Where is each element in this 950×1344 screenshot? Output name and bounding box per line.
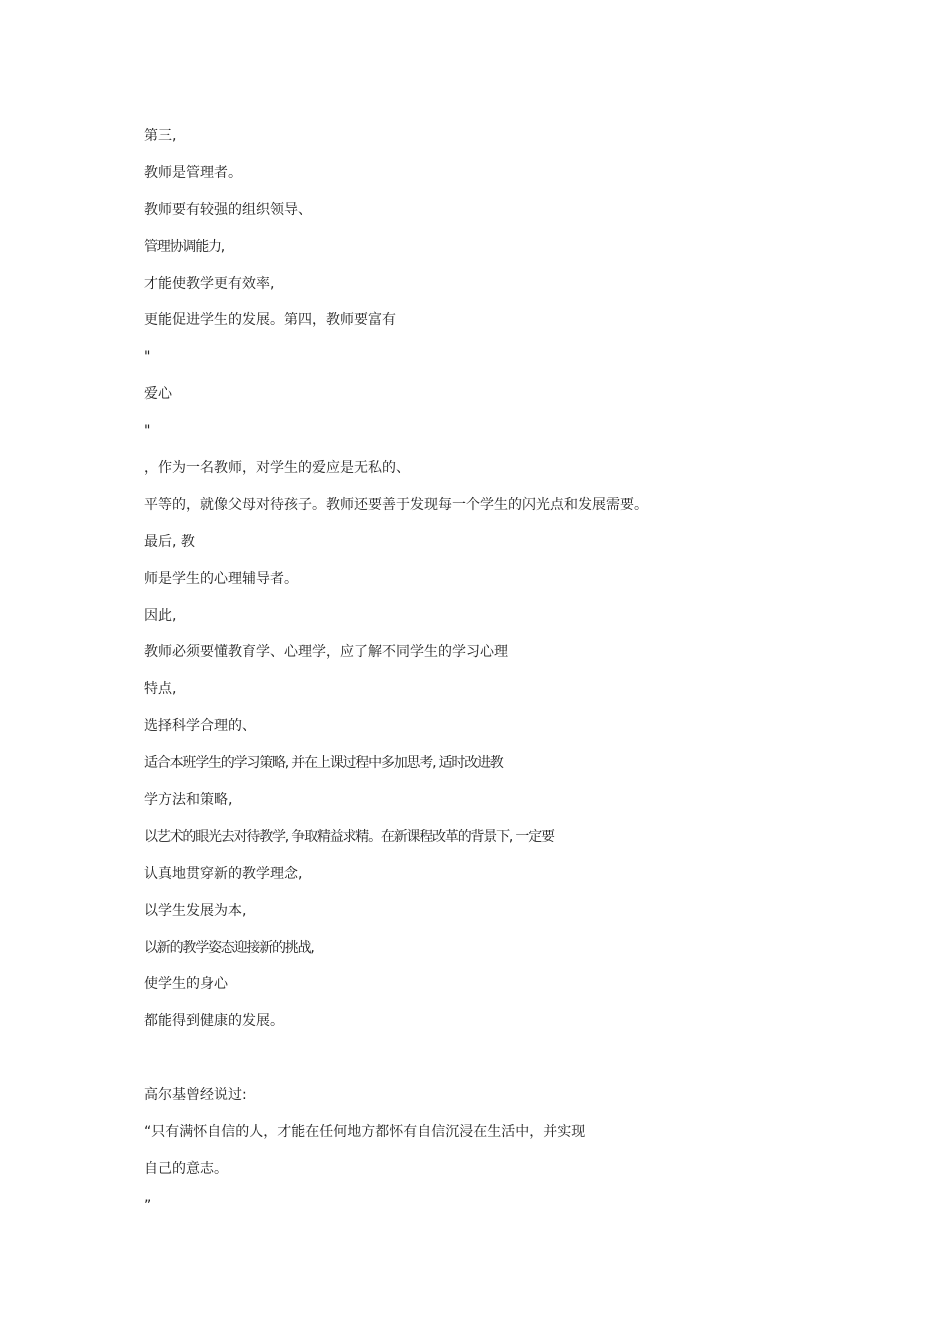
text-line: 因此, [144, 607, 177, 624]
text-line: 平等的，就像父母对待孩子。教师还要善于发现每一个学生的闪光点和发展需要。 [144, 496, 648, 513]
text-line: 才能使教学更有效率, [144, 275, 275, 292]
text-line: 以新的教学姿态迎接新的挑战, [144, 939, 314, 956]
text-line: 教师要有较强的组织领导、 [144, 201, 312, 218]
text-line: 教师必须要懂教育学、心理学，应了解不同学生的学习心理 [144, 644, 508, 661]
text-line: 选择科学合理的、 [144, 718, 256, 735]
text-line: 使学生的身心 [144, 976, 228, 993]
text-line: 学方法和策略, [144, 792, 233, 809]
text-line: 特点, [144, 681, 177, 698]
text-line: 都能得到健康的发展。 [144, 1013, 284, 1030]
text-line: 更能促进学生的发展。第四，教师要富有 [144, 312, 396, 329]
document-body [144, 126, 864, 1233]
text-line: 自己的意志。 [144, 1160, 228, 1177]
text-line: 适合本班学生的学习策略, 并在上课过程中多加思考, 适时改进教 [144, 755, 503, 772]
text-line: 高尔基曾经说过: [144, 1087, 247, 1104]
text-line: 爱心 [144, 386, 172, 403]
text-line: " [144, 423, 151, 440]
text-line: 管理协调能力, [144, 238, 225, 255]
text-line: " [144, 349, 151, 366]
text-line: ” [144, 1197, 152, 1214]
text-line: 师是学生的心理辅导者。 [144, 570, 298, 587]
text-line: 以学生发展为本, [144, 902, 247, 919]
text-line: 教师是管理者。 [144, 164, 242, 181]
text-line: 以艺术的眼光去对待教学, 争取精益求精。在新课程改革的背景下, 一定要 [144, 828, 554, 845]
text-line: 最后, 教 [144, 533, 195, 550]
text-line: ，作为一名教师，对学生的爱应是无私的、 [144, 460, 410, 477]
text-line: “只有满怀自信的人，才能在任何地方都怀有自信沉浸在生活中，并实现 [144, 1124, 586, 1141]
text-line: 第三, [144, 128, 177, 144]
blank-line [144, 1048, 864, 1068]
text-line: 认真地贯穿新的教学理念, [144, 865, 303, 882]
